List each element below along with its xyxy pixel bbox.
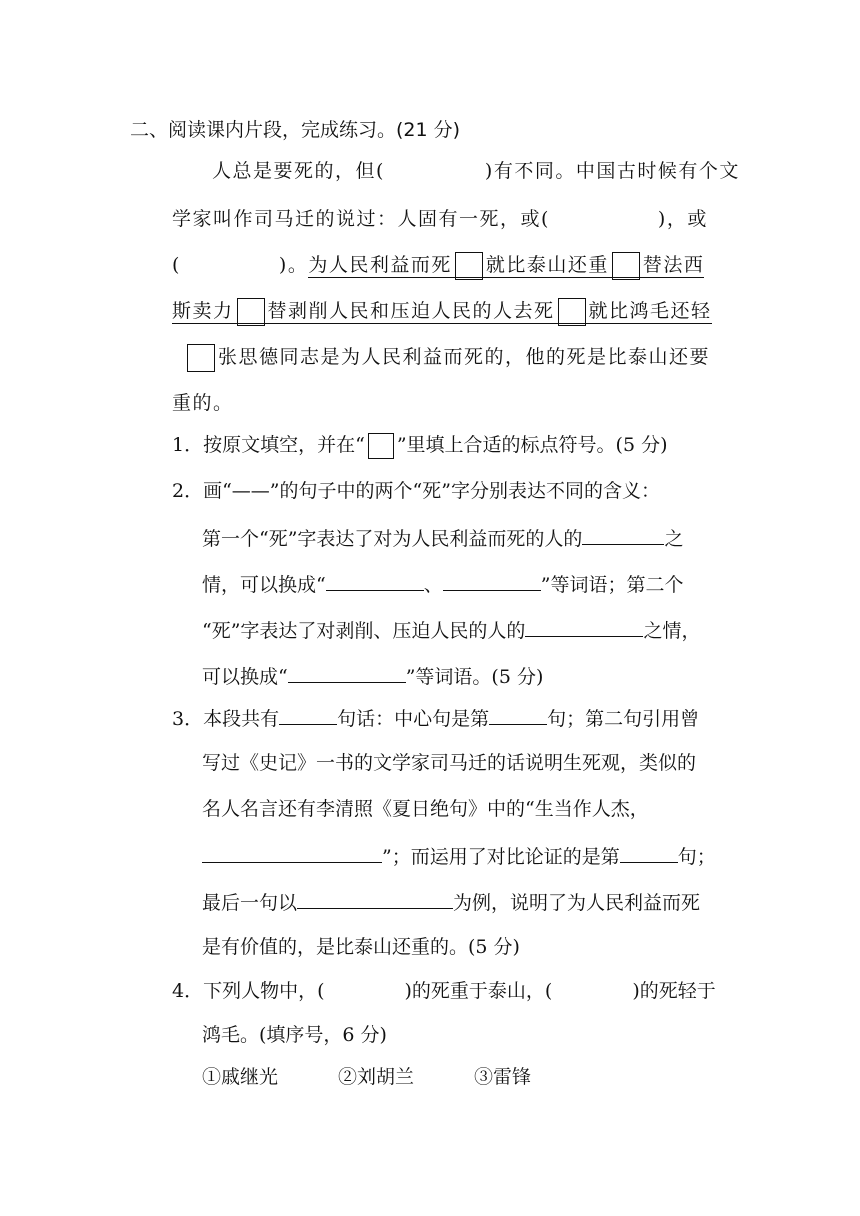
question-text: 情，可以换成“ xyxy=(202,574,326,596)
passage-text: ( xyxy=(172,254,181,276)
question-2-line-4 xyxy=(202,616,700,644)
punctuation-box-sample xyxy=(368,433,394,459)
question-number: 4． xyxy=(172,980,204,1002)
question-4-options xyxy=(202,1064,531,1090)
punctuation-box[interactable] xyxy=(558,298,586,326)
passage-text: 学家叫作司马迁的说过：人固有一死，或( xyxy=(172,208,550,230)
question-text: 之情， xyxy=(643,620,701,642)
passage-line-1 xyxy=(212,158,740,184)
question-text: ”等词语；第二个 xyxy=(540,574,684,596)
question-3-line-4 xyxy=(202,842,716,870)
underlined-sentence xyxy=(172,300,712,324)
question-text: 本段共有 xyxy=(203,708,280,730)
question-text: ”；而运用了对比论证的是第 xyxy=(382,846,620,868)
passage-text: 替法西 xyxy=(642,254,705,276)
question-text: 句话：中心句是第 xyxy=(337,708,490,730)
question-text: )的死重于泰山，( xyxy=(404,980,553,1002)
question-text: “死”字表达了对剥削、压迫人民的人的 xyxy=(202,620,526,642)
question-2-line-3 xyxy=(202,570,683,598)
punctuation-box[interactable] xyxy=(187,344,215,372)
question-text: ”里填上合适的标点符号。(5 分) xyxy=(396,434,668,456)
question-text: 为例，说明了为人民利益而死 xyxy=(453,892,701,914)
answer-blank[interactable] xyxy=(279,704,337,725)
passage-line-4 xyxy=(172,298,712,326)
question-text: 最后一句以 xyxy=(202,892,298,914)
punctuation-box[interactable] xyxy=(455,252,483,280)
question-number: 3． xyxy=(172,708,204,730)
passage-text: 斯卖力 xyxy=(172,300,234,322)
question-text: 画“——”的句子中的两个“死”字分别表达不同的含义： xyxy=(203,480,660,502)
passage-text: 就比鸿毛还轻 xyxy=(588,300,712,322)
passage-line-3 xyxy=(172,252,704,280)
underlined-sentence xyxy=(308,254,704,278)
answer-blank[interactable] xyxy=(297,888,453,909)
question-2-line-2 xyxy=(202,524,683,552)
question-text: 下列人物中，( xyxy=(203,980,325,1002)
passage-text: 人总是要死的，但( xyxy=(212,160,385,182)
passage-text: )，或 xyxy=(657,208,708,230)
question-4-line-2: 鸿毛。(填序号，6 分) xyxy=(202,1024,387,1046)
answer-blank[interactable] xyxy=(489,704,547,725)
question-4-line-1 xyxy=(172,978,716,1004)
option-item: ③雷锋 xyxy=(474,1066,532,1088)
question-3-line-2: 写过《史记》一书的文学家司马迁的话说明生死观，类似的 xyxy=(202,752,697,774)
question-3-line-5 xyxy=(202,888,700,916)
question-text: 句； xyxy=(677,846,716,868)
question-number: 1． xyxy=(172,434,204,456)
passage-text: 张思德同志是为人民利益而死的，他的死是比泰山还要 xyxy=(218,346,711,368)
question-2-line-5 xyxy=(202,662,543,690)
answer-blank[interactable] xyxy=(620,842,678,863)
question-text: 之 xyxy=(664,528,684,550)
option-item: ②刘胡兰 xyxy=(338,1066,415,1088)
answer-blank[interactable] xyxy=(288,662,406,683)
passage-text: )有不同。中国古时候有个文 xyxy=(484,160,740,182)
question-text: 句；第二句引用曾 xyxy=(547,708,700,730)
question-2-line-1 xyxy=(172,478,660,504)
question-number: 2． xyxy=(172,480,204,502)
answer-blank[interactable] xyxy=(202,842,382,863)
question-3-line-6: 是有价值的，是比泰山还重的。(5 分) xyxy=(202,936,520,958)
question-text: ”等词语。(5 分) xyxy=(405,666,544,688)
question-text: 可以换成“ xyxy=(202,666,288,688)
question-text: 按原文填空，并在“ xyxy=(203,434,365,456)
answer-blank[interactable] xyxy=(582,524,664,545)
passage-line-5 xyxy=(184,344,710,372)
punctuation-box[interactable] xyxy=(237,298,265,326)
passage-line-2 xyxy=(172,206,708,232)
section-title: 二、阅读课内片段，完成练习。(21 分) xyxy=(130,119,461,141)
passage-text: 就比泰山还重 xyxy=(485,254,609,276)
answer-blank[interactable] xyxy=(326,570,424,591)
passage-text: )。 xyxy=(278,254,309,276)
question-text: )的死轻于 xyxy=(632,980,716,1002)
option-item: ①戚继光 xyxy=(202,1066,279,1088)
punctuation-box[interactable] xyxy=(612,252,640,280)
passage-text: 替剥削人民和压迫人民的人去死 xyxy=(267,300,555,322)
question-1 xyxy=(172,432,667,459)
question-3-line-1 xyxy=(172,704,699,732)
answer-blank[interactable] xyxy=(443,570,541,591)
question-3-line-3: 名人名言还有李清照《夏日绝句》中的“生当作人杰， xyxy=(202,798,649,820)
passage-text: 为人民利益而死 xyxy=(308,254,452,276)
question-text: 、 xyxy=(423,574,443,596)
answer-blank[interactable] xyxy=(525,616,643,637)
passage-line-6: 重的。 xyxy=(172,392,234,414)
question-text: 第一个“死”字表达了对为人民利益而死的人的 xyxy=(202,528,583,550)
